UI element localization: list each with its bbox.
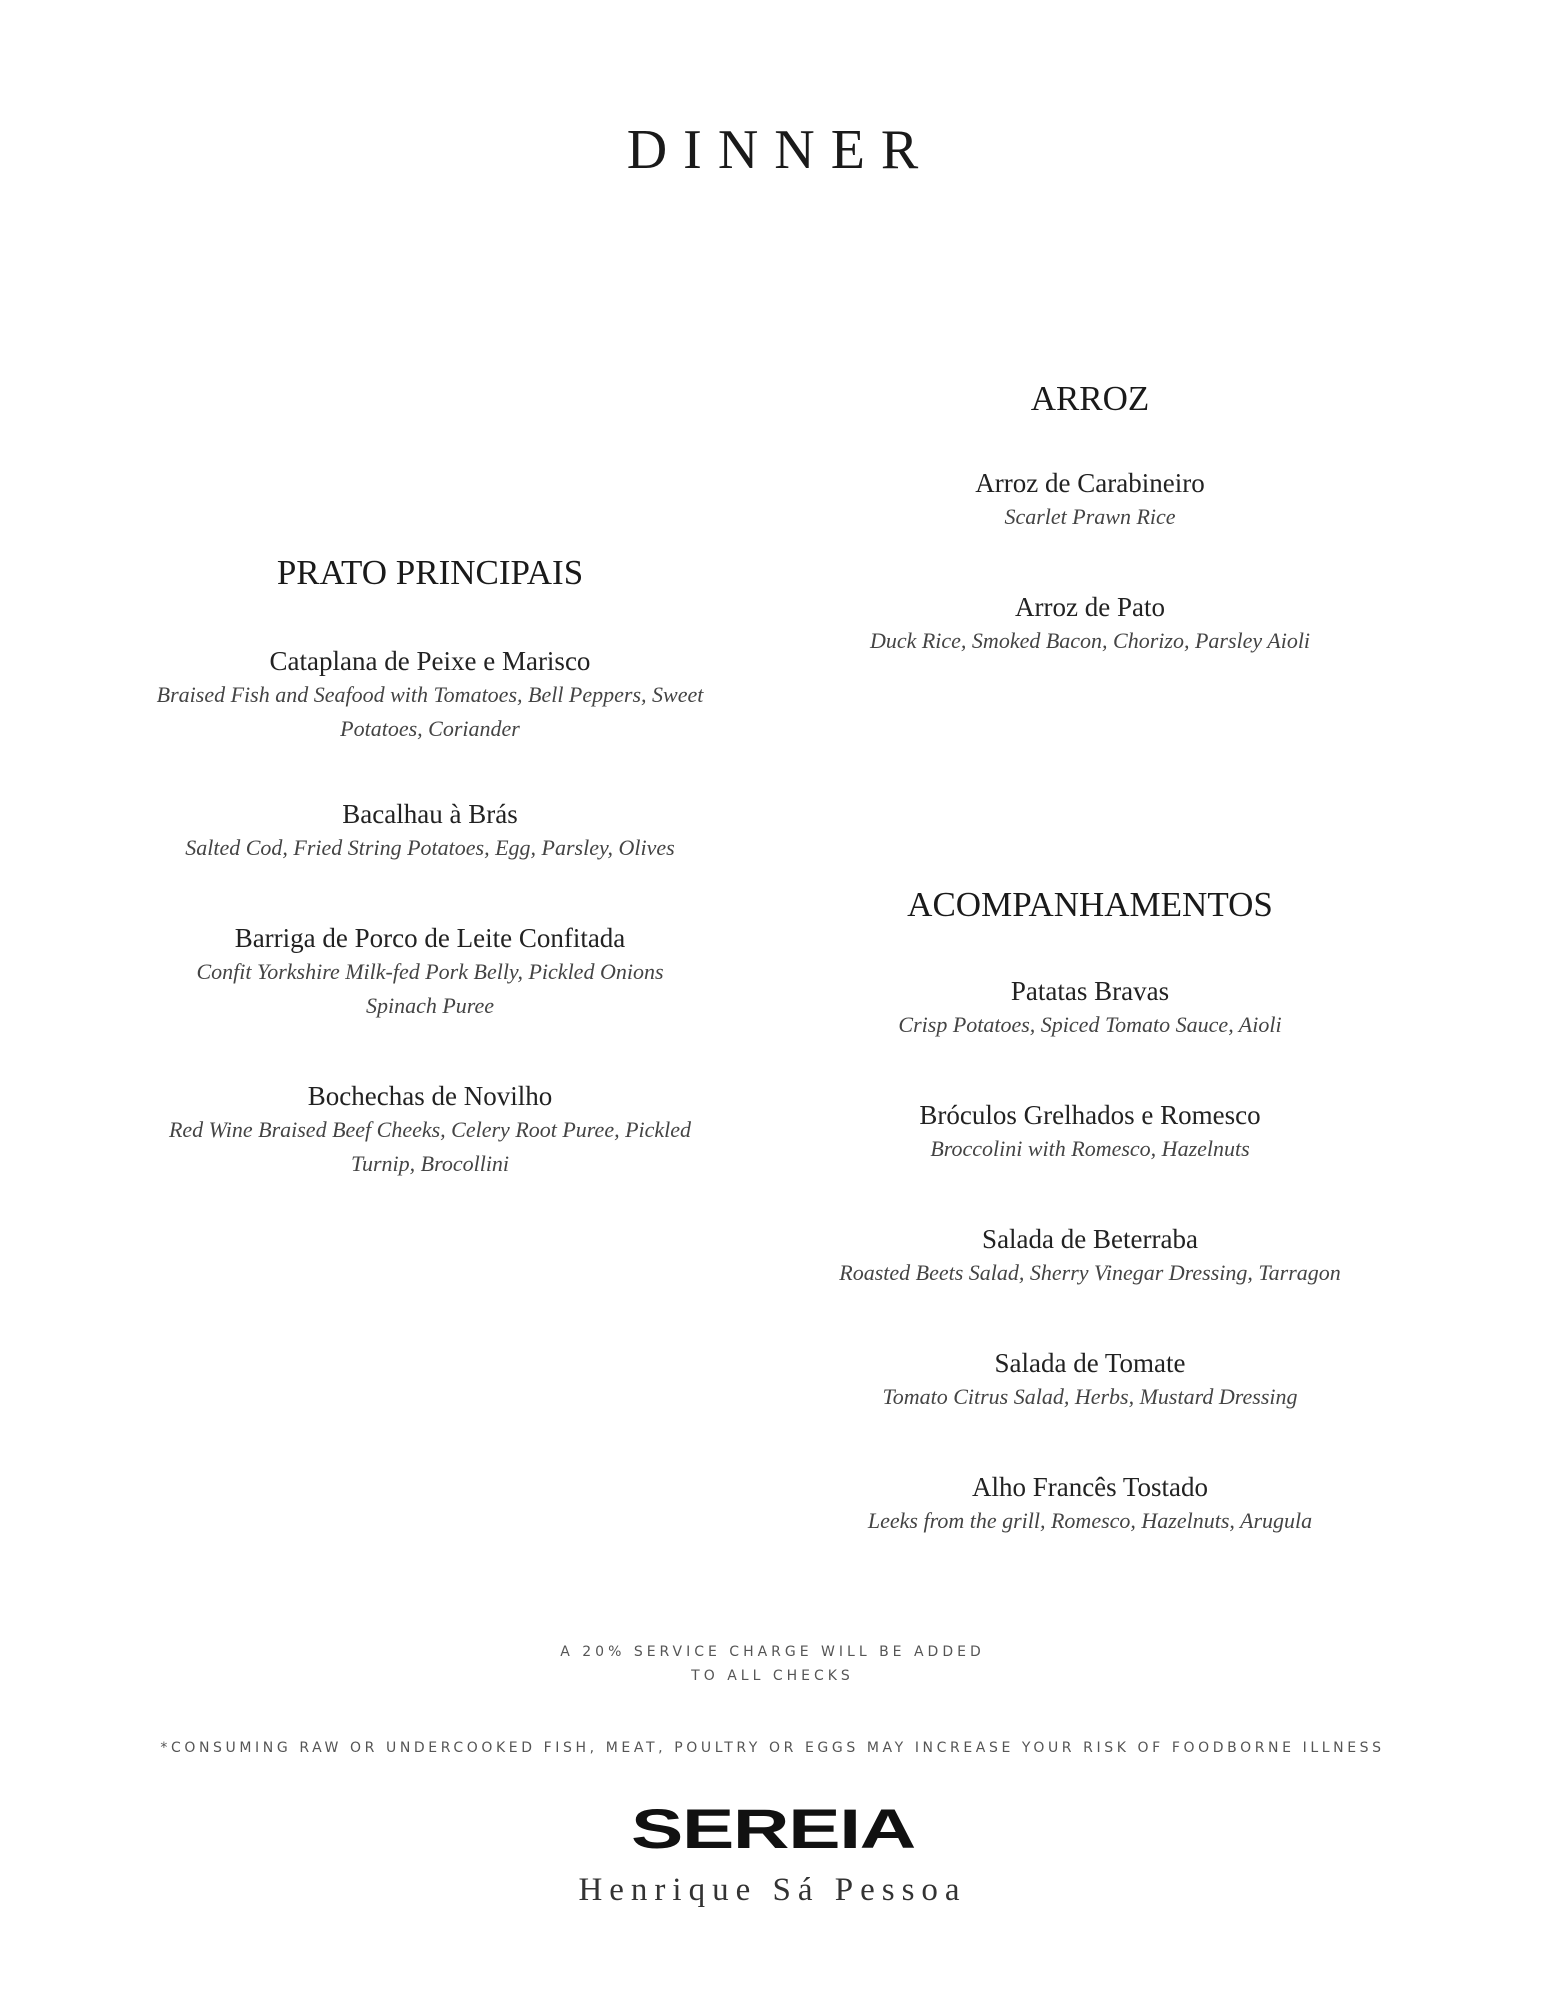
menu-item-description: Crisp Potatoes, Spiced Tomato Sauce, Aioli [898, 1012, 1282, 1037]
menu-item-name: Patatas Bravas [1010, 976, 1170, 1006]
menu-item [110, 921, 750, 1023]
svg-text:SEREIA: SEREIA [630, 1800, 915, 1860]
menu-item-name: Bróculos Grelhados e Romesco [919, 1100, 1261, 1130]
menu-item-description: Leeks from the grill, Romesco, Hazelnuts, Arugula [867, 1508, 1313, 1533]
sereia-logo [623, 1800, 923, 1860]
menu-item-name: Cataplana de Peixe e Marisco [269, 646, 591, 676]
menu-item [110, 644, 750, 746]
menu-item-description: Potatoes, Coriander [340, 716, 520, 741]
menu-item-name: Barriga de Porco de Leite Confitada [234, 923, 626, 953]
main-courses-heading: PRATO PRINCIPAIS [276, 553, 584, 592]
service-charge-notice [0, 1640, 1545, 1688]
menu-item-description: Salted Cod, Fried String Potatoes, Egg, Parsley, Olives [185, 835, 675, 860]
service-charge-line: TO ALL CHECKS [691, 1668, 854, 1684]
menu-item [790, 1098, 1390, 1166]
rice-section [790, 378, 1390, 678]
menu-item-name: Arroz de Pato [1015, 592, 1165, 622]
menu-item-description: Roasted Beets Salad, Sherry Vinegar Dressing, Tarragon [839, 1260, 1341, 1285]
chef-name: Henrique Sá Pessoa [578, 1872, 967, 1908]
menu-item-description: Duck Rice, Smoked Bacon, Chorizo, Parsley Aioli [869, 628, 1311, 653]
menu-item [790, 1346, 1390, 1414]
menu-item-name: Bochechas de Novilho [307, 1081, 553, 1111]
menu-item-description: Turnip, Brocollini [350, 1151, 510, 1176]
health-warning: *CONSUMING RAW OR UNDERCOOKED FISH, MEAT, POULTRY OR EGGS MAY INCREASE YOUR RISK OF FOODBORNE ILLNESS [160, 1740, 1385, 1756]
menu-item [790, 590, 1390, 658]
main-courses-section [110, 552, 750, 1192]
menu-item-description: Scarlet Prawn Rice [1004, 504, 1176, 529]
menu-item-description: Braised Fish and Seafood with Tomatoes, Bell Peppers, Sweet [156, 682, 704, 707]
sides-heading: ACOMPANHAMENTOS [907, 885, 1273, 924]
menu-item-name: Arroz de Carabineiro [975, 468, 1205, 498]
menu-item-description: Broccolini with Romesco, Hazelnuts [930, 1136, 1250, 1161]
menu-item [110, 797, 750, 865]
menu-item-name: Salada de Beterraba [982, 1224, 1198, 1254]
menu-item [110, 1079, 750, 1181]
menu-item [790, 1222, 1390, 1290]
rice-heading: ARROZ [1030, 379, 1150, 418]
menu-item-description: Spinach Puree [365, 993, 495, 1018]
menu-item [790, 974, 1390, 1042]
service-charge-line: A 20% SERVICE CHARGE WILL BE ADDED [560, 1644, 985, 1660]
menu-item [790, 466, 1390, 534]
menu-item-description: Red Wine Braised Beef Cheeks, Celery Root Puree, Pickled [168, 1117, 692, 1142]
brand-logo-container [0, 1800, 1545, 1864]
menu-item-name: Bacalhau à Brás [342, 799, 518, 829]
menu-item-description: Confit Yorkshire Milk-fed Pork Belly, Pickled Onions [196, 959, 664, 984]
sides-section [790, 884, 1390, 1584]
menu-item-description: Tomato Citrus Salad, Herbs, Mustard Dressing [882, 1384, 1298, 1409]
menu-item-name: Alho Francês Tostado [971, 1472, 1209, 1502]
menu-item [790, 1470, 1390, 1538]
menu-item-name: Salada de Tomate [994, 1348, 1186, 1378]
page-title: DINNER [626, 119, 935, 181]
